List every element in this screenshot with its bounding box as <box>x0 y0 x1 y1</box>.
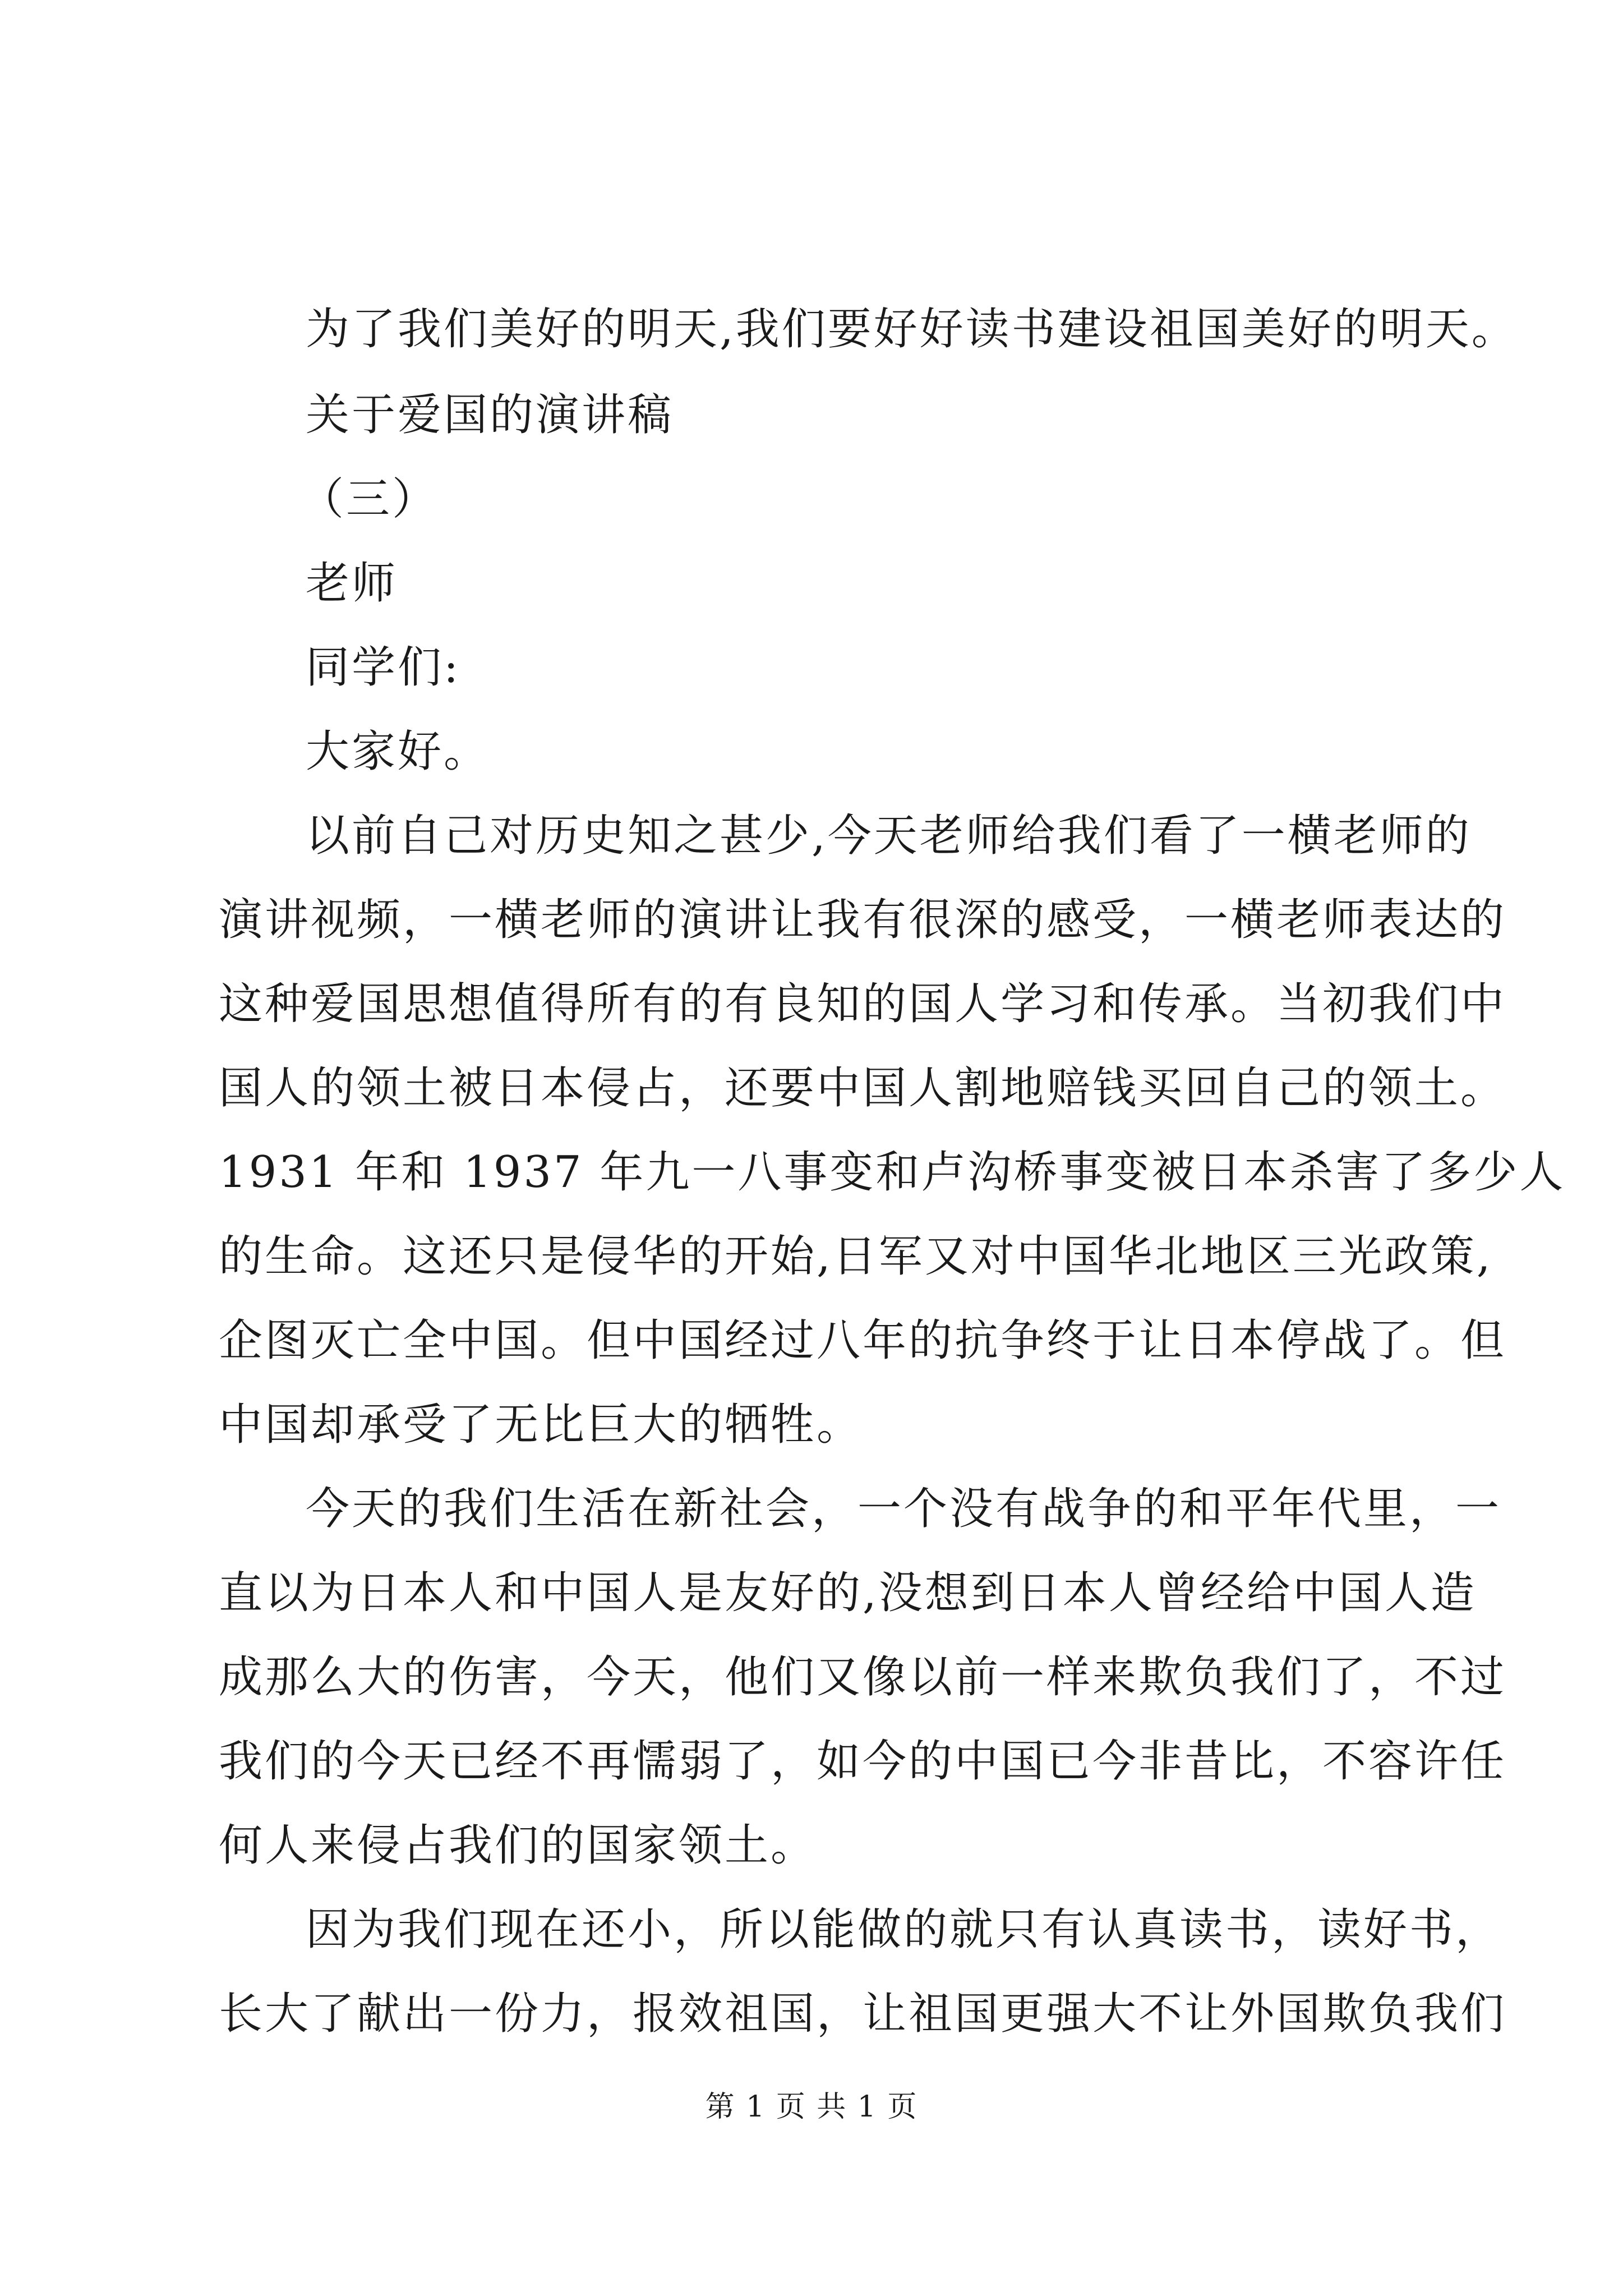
salutation-teacher: 老师 <box>306 558 398 609</box>
paragraph-line: 长大了献出一份力，报效祖国，让祖国更强大不让外国欺负我们 <box>219 1989 1507 2039</box>
text-line: 为了我们美好的明天,我们要好好读书建设祖国美好的明天。 <box>306 304 1518 355</box>
salutation-students: 同学们: <box>306 642 461 693</box>
paragraph-line: 演讲视频，一横老师的演讲让我有很深的感受，一横老师表达的 <box>219 895 1507 945</box>
paragraph-line: 我们的今天已经不再懦弱了，如今的中国已今非昔比，不容许任 <box>219 1736 1507 1787</box>
paragraph-line: 企图灭亡全中国。但中国经过八年的抗争终于让日本停战了。但 <box>219 1315 1507 1366</box>
greeting: 大家好。 <box>306 726 490 777</box>
paragraph-line: 何人来侵占我们的国家领土。 <box>219 1820 817 1871</box>
section-number: （三） <box>300 474 439 524</box>
paragraph-line: 1931 年和 1937 年九一八事变和卢沟桥事变被日本杀害了多少人 <box>219 1147 1566 1198</box>
page-footer: 第 1 页 共 1 页 <box>705 2090 918 2124</box>
section-title: 关于爱国的演讲稿 <box>306 390 674 440</box>
paragraph-line: 以前自己对历史知之甚少,今天老师给我们看了一横老师的 <box>306 811 1472 861</box>
paragraph-line: 的生命。这还只是侵华的开始,日军又对中国华北地区三光政策, <box>219 1231 1493 1282</box>
paragraph-line: 因为我们现在还小，所以能做的就只有认真读书，读好书， <box>306 1904 1502 1955</box>
paragraph-line: 国人的领土被日本侵占，还要中国人割地赔钱买回自己的领土。 <box>219 1063 1507 1114</box>
paragraph-line: 直以为日本人和中国人是友好的,没想到日本人曾经给中国人造 <box>219 1568 1477 1618</box>
paragraph-line: 这种爱国思想值得所有的有良知的国人学习和传承。当初我们中 <box>219 979 1507 1029</box>
paragraph-line: 中国却承受了无比巨大的牺牲。 <box>219 1400 863 1450</box>
paragraph-line: 今天的我们生活在新社会，一个没有战争的和平年代里，一 <box>306 1484 1502 1534</box>
paragraph-line: 成那么大的伤害，今天，他们又像以前一样来欺负我们了，不过 <box>219 1652 1507 1703</box>
